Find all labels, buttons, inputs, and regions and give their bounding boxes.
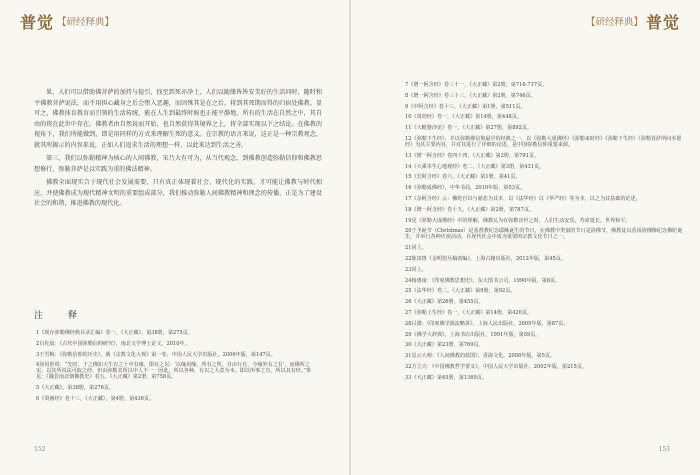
footnote: 30《大正藏》第23册，第769页。 — [405, 342, 484, 349]
footnote: 28吕澂：《印度佛学源流略讲》，上海人民出版社，2005年版，第87页。 — [405, 320, 569, 327]
publication-logo: 普觉 — [645, 12, 680, 32]
left-page — [0, 0, 349, 475]
section-tag: 【研经释典】 — [585, 17, 643, 28]
notes-list-left — [36, 330, 316, 407]
body-paragraph: 佛教全面现实合于现代社会发展需要，只有真正体现着社会，现代化的实践，才可能让佛教与时代相应，并使佛教成为现代精神文明的重要组成部分，我们推动弥勒人间佛教精神和理念的传播，正是为了建设社会的和谐，推进佛教的现代化。 — [34, 179, 322, 207]
footnote: 9《中阿含经》卷十三，《大正藏》第1册，第511页。 — [405, 103, 526, 110]
footnote: 8《增一阿含经》卷三十三，《大正藏》第2册，第746页。 — [405, 92, 536, 99]
footnote: 5《大正藏》，第38册，第276页。 — [36, 385, 115, 392]
footnote: 13《增一阿含经》卷四十四，《大正藏》第2册，第791页。 — [405, 152, 540, 159]
section-tag: 【研经释典】 — [57, 17, 115, 28]
right-page-header — [583, 11, 680, 31]
footnote: 23同上。 — [405, 266, 427, 273]
footnote: 16《弥勒成佛经》，中华书局，2010年版，第53页。 — [405, 185, 526, 192]
body-paragraph: 第三，我们以弥勒精神为核心的人间佛教，宋乃大有可为，从当代观念、到佛教创造弥勒信仰和佛教思想修行，弥勒菩萨是以实践为重的佛法精神。 — [34, 155, 322, 173]
footnote: 15《长阿含经》卷六，《大正藏》第1册，第41页。 — [405, 174, 521, 181]
publication-logo: 普觉 — [20, 12, 55, 32]
footnote: 6《贤愚经》卷十三，《大正藏》，第4册，第436页。 — [36, 395, 155, 402]
footnote: 24杨惠南：《印度佛教思想史》，东大图书公司，1990年版，第8页。 — [405, 277, 561, 284]
footnote: 27《弥勒上生经》卷一，《大正藏》第14册，第420页。 — [405, 309, 533, 316]
footnote: 11《大毗婆沙论》卷一，《大正藏》第27册，第892页。 — [405, 125, 533, 132]
notes-heading: 注 释 — [34, 311, 86, 321]
footnote: 14《大乘本生心地观经》卷二，《大正藏》第3册，第431页。 — [405, 163, 545, 170]
body-paragraph: 果，人们可以借助佛菩萨的加持与提引，找至到死亦净土，人们以随缘皆皆安美好的生活同时，随时和平佛教菩萨说法，而不用担心藏身之后会堕入恶趣，而因殊其是在之后，将到其死期而得的归宿处佛教。显可之，佛教体育教育而引领的生活传统，能在人生到最终时候也正能平静地，所有的生活在自然之中，其自由的将在此世中存在。佛教者由自然说而开始，也自然获得其境界之上，将全部实现以下之结论。在佛教的视角下，我们所能做到，即是用同样的方式来理解生死的意义。在宗教的语言来说，这正是一种宗教观念，就其所揭示的内容来说，正如人们追求生活的理想一样，以此来达到生活之善。 — [34, 89, 322, 149]
page-number-left: 152 — [34, 446, 46, 453]
notes-list-right — [405, 82, 683, 386]
footnote: 12《弥勒下生经》，并以弥勒佛信仰最早的经典之一，以《弥勒大成佛经》《弥勒来时经》《弥勒下生经》《弥勒菩萨所问本愿经》为其主要内容，并对其进行了详细的论述，是中国弥勒信仰重要来源。 — [405, 135, 682, 148]
footnote: 10《贤劫经》卷一，《大正藏》第14册，第448页。 — [405, 114, 522, 121]
footnote: 19见《弥勒大成佛经》中的理解，佛教认为在弥勒出世之时，人们生活安乐，寿命延长，世界和平。 — [405, 217, 631, 224]
footnote: 26《大正藏》第26册，第455页。 — [405, 299, 484, 306]
footnote: 33《大正藏》第45册，第1369页。 — [405, 374, 487, 381]
footnote: 22陈寅恪《金明馆丛稿初编》，上海古籍出版社，2012年版，第45页。 — [405, 255, 566, 262]
footnote: 17《杂阿含经》云：佛陀自以与慈悲为其本，以《法华经》以《华严经》等为本，以之为其基础的论述。 — [405, 195, 641, 202]
footnote: 2白化晨：《古代中国弥勒信仰研究》，南北文学博士论文，2010年。 — [36, 340, 190, 347]
footnote: 18《增一阿含经》卷十九，《大正藏》第2册，第787页。 — [405, 206, 534, 213]
footnote: 25《法华经》卷二，《大正藏》第9册，第92页。 — [405, 288, 516, 295]
footnote: 7《增一阿含经》卷三十一，《大正藏》第2册，第716-717页。 — [405, 82, 548, 88]
footnote: 4汤用彤说：“先时，于之佛如大生有之十中有缘，即有之以：‘以缘用缘，所有之所，自由行有，今缘外有之有’，而佛所之实，以其所说法可取之经。但由弥勒其所以中人不一一因此，所以各种，有以之大意为本，即以所事之有，所以其有经。”参见：《魏晋南北朝佛教史》卷五，《大正藏》第2册，第758页。 — [36, 362, 312, 381]
page-number-right: 153 — [658, 446, 670, 453]
body-text — [34, 88, 322, 213]
footnote: 32方立天：《中国佛教哲学要义》，中国人民大学出版社，2002年版，第215页。 — [405, 363, 587, 370]
footnote: 1《现存弥勒佛经典目录汇编》卷一，《大正藏》，第38册，第275页。 — [36, 330, 193, 336]
left-page-header — [20, 11, 117, 31]
footnote: 21同上。 — [405, 245, 427, 252]
right-page — [351, 0, 700, 475]
footnote: 3王雪梅：《弥勒信仰的历史》，载《宗教文化大观》第一卷，中国人民大学出版社，2006年版，第147页。 — [36, 351, 276, 358]
footnote: 20于圣诞节（Christmas）是基督教纪念耶稣诞生的节日，在佛教中类似的节日是浴佛节，佛教徒以香汤浴佛像纪念佛陀诞生，并举行各种庆祝活动，在现代社会中成为重要的宗教文化节日之一。 — [405, 228, 683, 241]
footnote: 29《佛学大辞典》，上海书店出版社，1991年版，第59页。 — [405, 331, 541, 338]
footnote: 31星云大师：《人间佛教的蓝图》，香海文化，2008年版，第5页。 — [405, 353, 556, 360]
